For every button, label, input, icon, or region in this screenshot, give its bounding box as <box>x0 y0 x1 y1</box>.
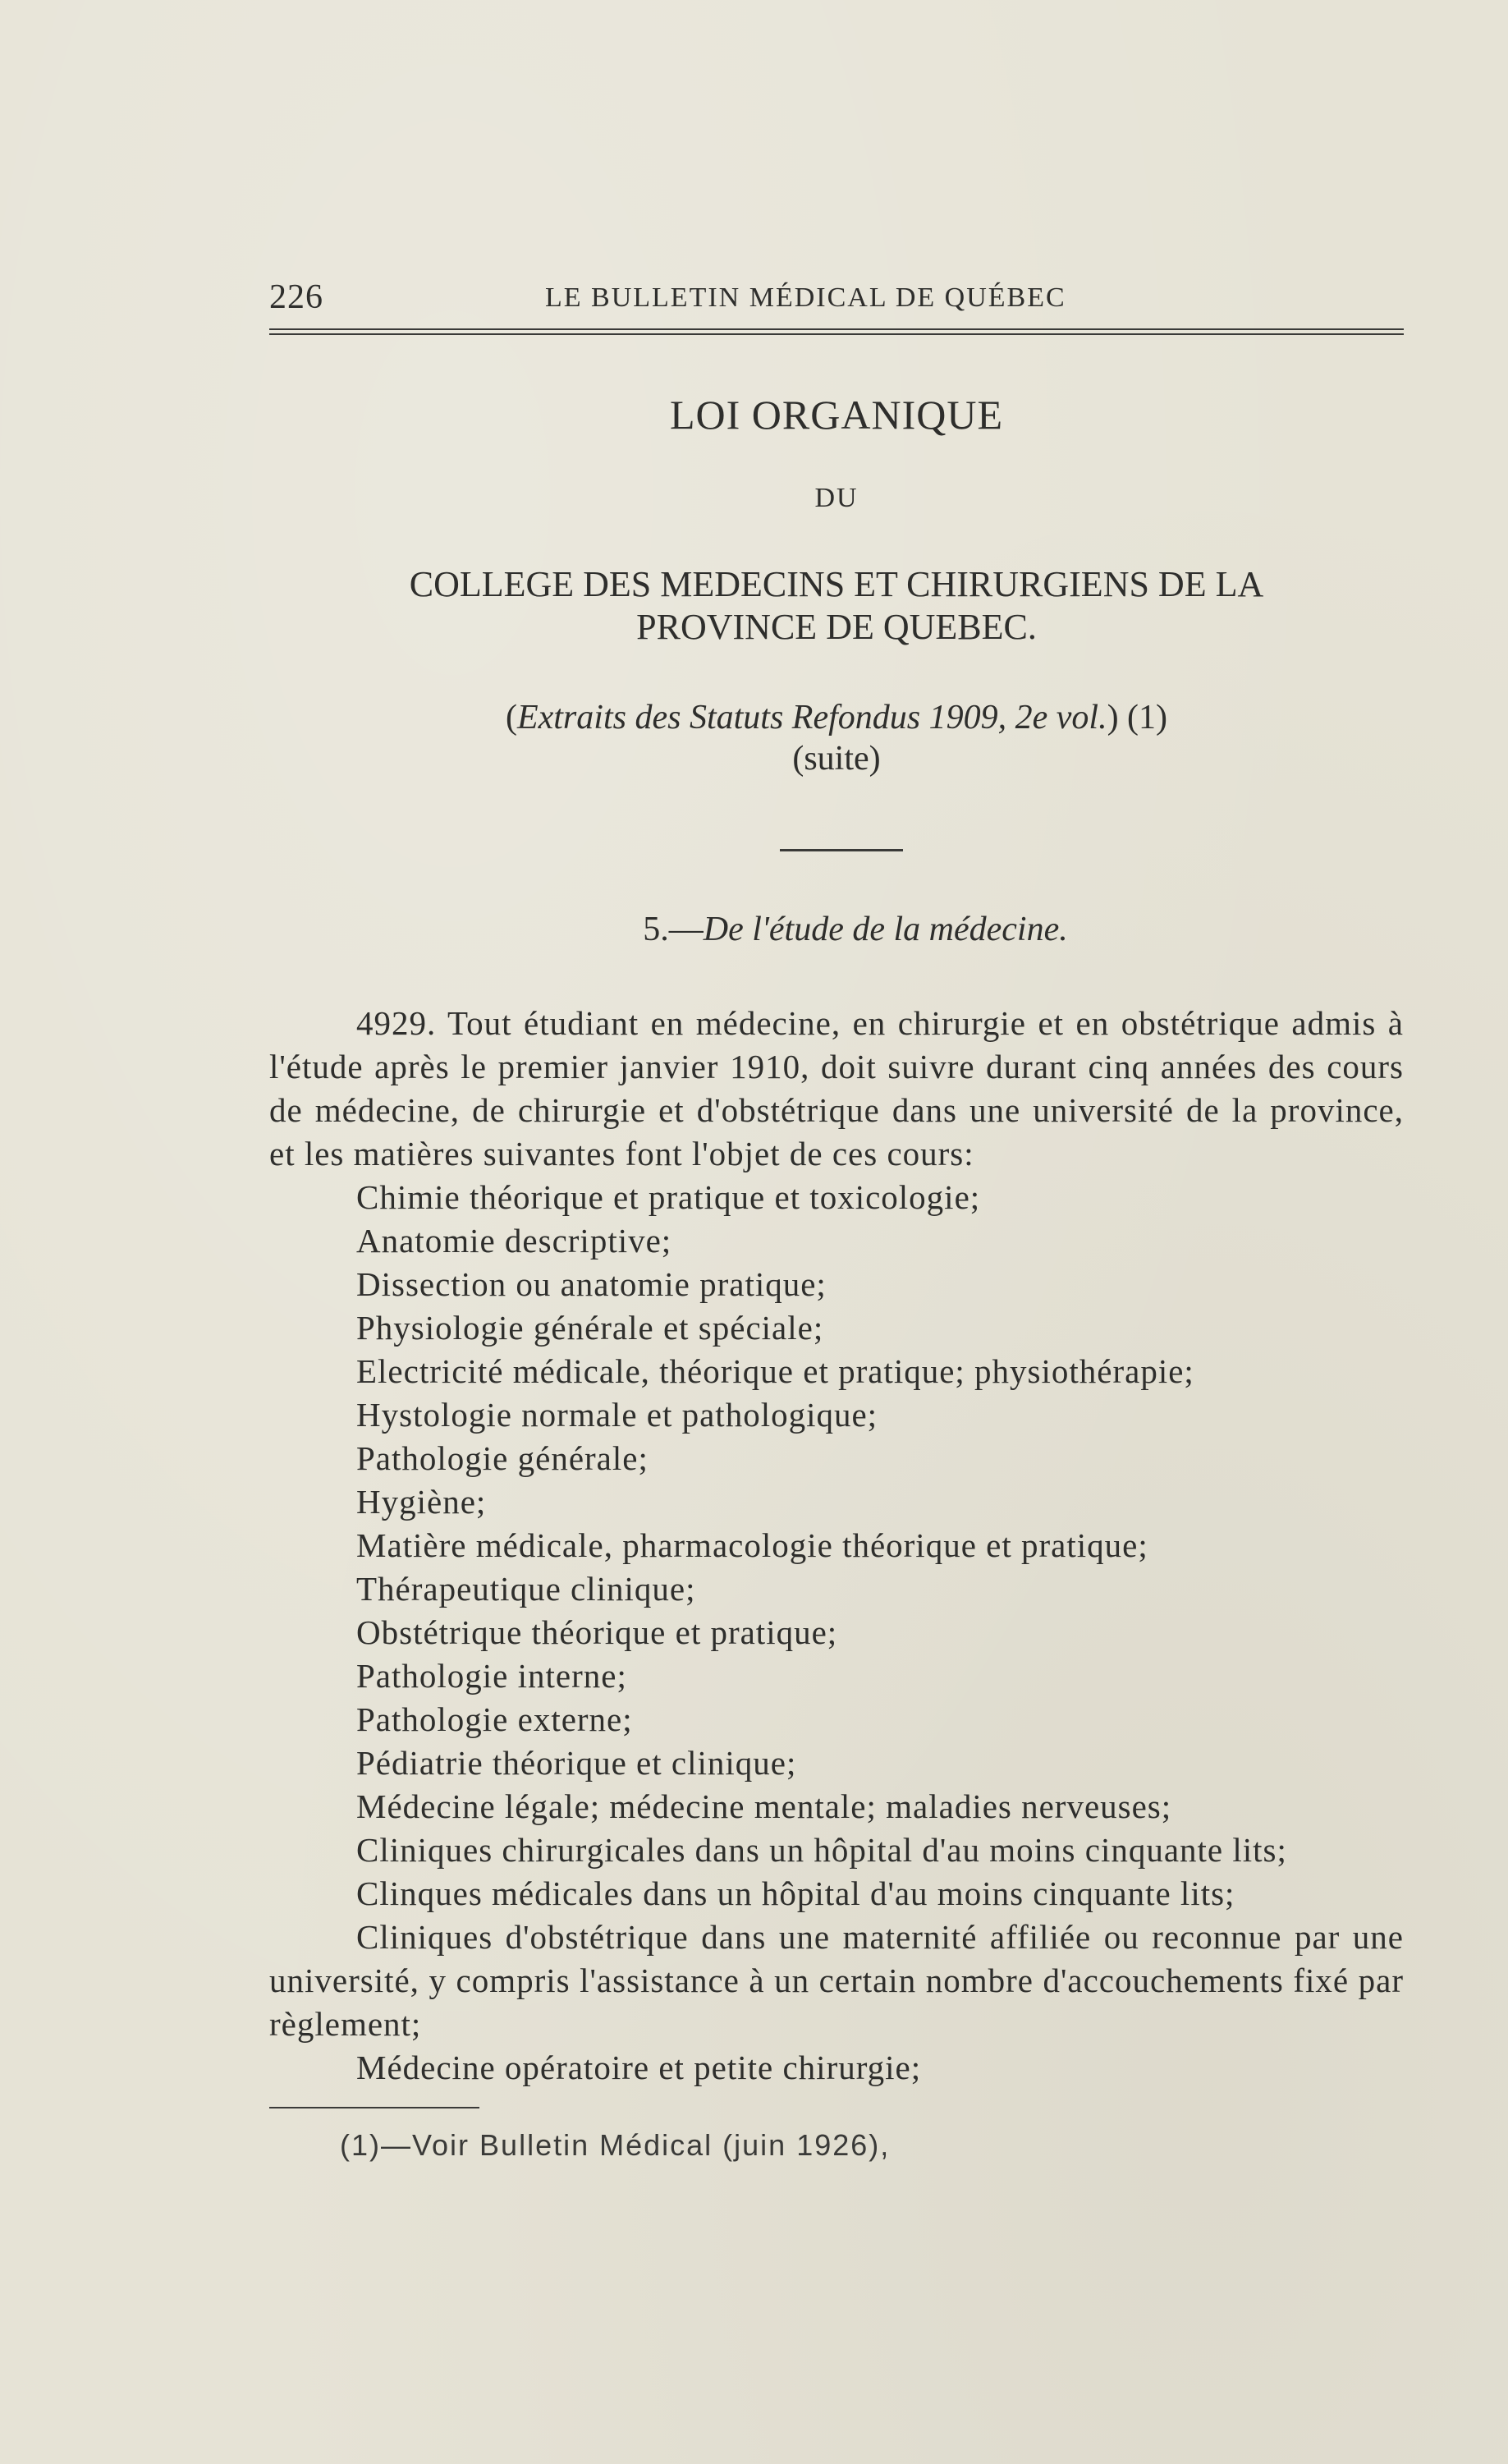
running-header <box>269 278 1404 327</box>
list-item: Pathologie externe; <box>356 1700 633 1738</box>
list-item: Electricité médicale, théorique et pratique; physiothérapie; <box>356 1352 1194 1390</box>
extract-open-paren: ( <box>505 699 517 736</box>
list-item: Obstétrique théorique et pratique; <box>356 1613 838 1651</box>
page-number: 226 <box>269 278 323 316</box>
body-text <box>269 1002 1404 2090</box>
section-number: 5.— <box>643 911 704 948</box>
list-item: Pédiatrie théorique et clinique; <box>356 1744 797 1782</box>
list-item: Cliniques chirurgicales dans un hôpital d'au moins cinquante lits; <box>356 1831 1287 1869</box>
institution-line-2: PROVINCE DE QUEBEC. <box>636 607 1037 647</box>
section-heading-text: De l'étude de la médecine. <box>703 911 1068 948</box>
list-item: Pathologie générale; <box>356 1439 649 1477</box>
list-item: Hystologie normale et pathologique; <box>356 1396 878 1434</box>
list-item: Thérapeutique clinique; <box>356 1570 696 1608</box>
list-item: Dissection ou anatomie pratique; <box>356 1265 827 1303</box>
list-item: Clinques médicales dans un hôpital d'au moins cinquante lits; <box>356 1874 1235 1912</box>
intro-paragraph: 4929. Tout étudiant en médecine, en chirurgie et en obstétrique admis à l'étude après le premier janvier 1910, doit suivre durant cinq années des cours de médecine, de chirurgie et d'obstétrique dans une université de la province, et les matières suivantes font l'objet de ces cours: <box>269 1004 1404 1172</box>
header-rule-double <box>269 333 1404 335</box>
extract-close-ref: ) (1) <box>1107 699 1168 736</box>
main-title: LOI ORGANIQUE <box>670 392 1003 438</box>
header-rule <box>269 328 1404 330</box>
extract-line <box>269 696 1404 739</box>
suite-line: (suite) <box>792 740 881 778</box>
institution-title <box>269 563 1404 649</box>
section-divider <box>780 849 903 851</box>
footnote-rule <box>269 2107 479 2108</box>
list-item: Cliniques d'obstétrique dans une maternité affiliée ou reconnue par une université, y compris l'assistance à un certain nombre d'accouchements fixé par règlement; <box>269 1918 1404 2043</box>
list-item: Médecine légale; médecine mentale; maladies nerveuses; <box>356 1787 1172 1825</box>
list-item: Hygiène; <box>356 1483 487 1521</box>
running-title: LE BULLETIN MÉDICAL DE QUÉBEC <box>545 282 1066 313</box>
list-item: Physiologie générale et spéciale; <box>356 1309 824 1347</box>
list-item: Chimie théorique et pratique et toxicologie; <box>356 1178 981 1216</box>
list-item: Pathologie interne; <box>356 1657 627 1695</box>
footnote: (1)—Voir Bulletin Médical (juin 1926), <box>340 2128 891 2162</box>
section-heading <box>269 910 1404 949</box>
subtitle-du: DU <box>814 483 859 513</box>
list-item: Anatomie descriptive; <box>356 1222 672 1260</box>
list-item: Matière médicale, pharmacologie théorique et pratique; <box>356 1526 1148 1564</box>
course-list <box>269 1176 1404 2090</box>
institution-line-1: COLLEGE DES MEDECINS ET CHIRURGIENS DE LA <box>409 564 1264 604</box>
list-item: Médecine opératoire et petite chirurgie; <box>356 2049 922 2086</box>
extract-source: Extraits des Statuts Refondus 1909, 2e vol. <box>516 699 1107 736</box>
